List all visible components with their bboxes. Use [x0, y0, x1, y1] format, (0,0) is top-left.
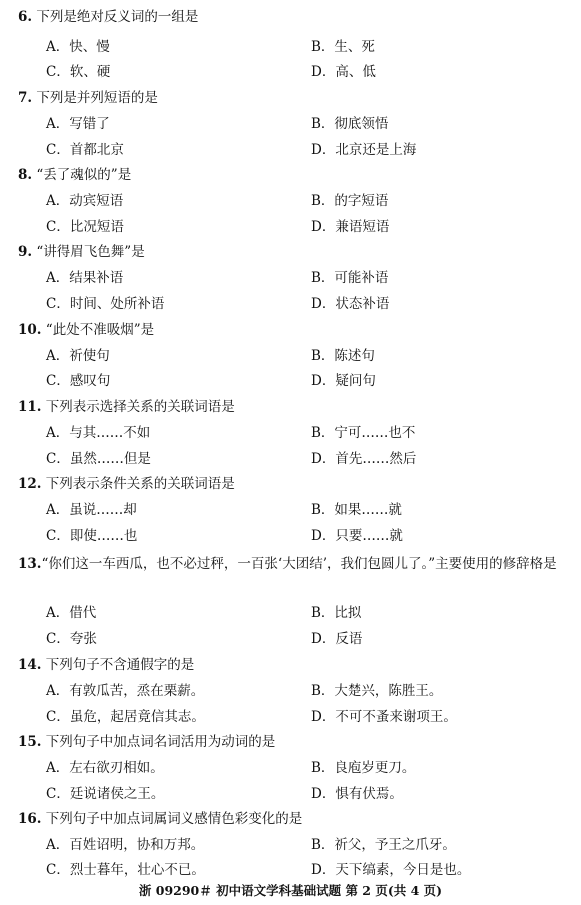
option-b: B．祈父，予王之爪牙。: [311, 837, 456, 853]
question-number: 15.: [18, 734, 42, 750]
option-c: C．虽危，起居竟信其志。: [46, 709, 205, 725]
question-number: 8.: [18, 167, 33, 183]
question-stem: “讲得眉飞色舞”是: [36, 244, 145, 260]
question-number: 14.: [18, 657, 42, 673]
question-stem: 下列句子不含通假字的是: [45, 657, 195, 673]
question-number: 6.: [18, 9, 33, 25]
option-d: D．不可不蚤来谢项王。: [311, 709, 457, 725]
option-c: C．比况短语: [46, 219, 124, 235]
option-d: D．兼语短语: [311, 219, 390, 235]
option-b: B．宁可……也不: [311, 425, 416, 441]
option-d: D．疑问句: [311, 373, 376, 389]
page-footer: 浙 09290＃ 初中语文学科基础试题 第 2 页(共 4 页): [138, 883, 443, 898]
option-a: A．动宾短语: [46, 193, 124, 209]
option-b: B．如果……就: [311, 502, 402, 518]
option-c: C．首都北京: [46, 142, 124, 158]
question-stem: 下列是并列短语的是: [36, 90, 158, 106]
option-c: C．廷说诸侯之王。: [46, 786, 165, 802]
question-stem: 下列表示选择关系的关联词语是: [45, 399, 235, 415]
option-c: C．夸张: [46, 631, 97, 647]
option-c: C．时间、处所补语: [46, 296, 165, 312]
option-a: A．借代: [46, 605, 97, 621]
question-7: [18, 89, 578, 107]
question-number: 16.: [18, 811, 42, 827]
question-stem: “此处不准吸烟”是: [45, 322, 155, 338]
question-10: [18, 321, 578, 339]
question-stem: 下列是绝对反义词的一组是: [36, 9, 199, 25]
question-number: 7.: [18, 90, 33, 106]
option-b: B．比拟: [311, 605, 362, 621]
option-d: D．状态补语: [311, 296, 390, 312]
option-a: A．有敦瓜苦，烝在栗薪。: [46, 683, 205, 699]
option-c: C．感叹句: [46, 373, 111, 389]
question-number: 13.: [18, 556, 42, 572]
option-b: B．彻底领悟: [311, 116, 389, 132]
option-b: B．生、死: [311, 39, 375, 55]
question-6: [18, 8, 578, 26]
question-12: [18, 475, 578, 493]
option-d: D．天下缟素，今日是也。: [311, 862, 471, 878]
question-number: 12.: [18, 476, 42, 492]
question-13: [18, 552, 564, 577]
option-b: B．的字短语: [311, 193, 389, 209]
question-stem: “丢了魂似的”是: [36, 167, 132, 183]
option-c: C．即使……也: [46, 528, 138, 544]
question-14: [18, 656, 578, 674]
question-11: [18, 398, 578, 416]
option-c: C．虽然……但是: [46, 451, 151, 467]
option-a: A．快、慢: [46, 39, 110, 55]
question-number: 10.: [18, 322, 42, 338]
question-9: [18, 243, 578, 261]
option-b: B．大楚兴，陈胜王。: [311, 683, 443, 699]
option-a: A．祈使句: [46, 348, 110, 364]
question-16: [18, 810, 578, 828]
question-number: 11.: [18, 399, 42, 415]
option-d: D．只要……就: [311, 528, 403, 544]
question-number: 9.: [18, 244, 33, 260]
option-b: B．可能补语: [311, 270, 389, 286]
question-stem: 下列句子中加点词名词活用为动词的是: [45, 734, 276, 750]
option-d: D．惧有伏焉。: [311, 786, 403, 802]
question-stem: “你们这一车西瓜，也不必过秤，一百张‘大团结’，我们包圆儿了。”主要使用的修辞格是: [41, 556, 557, 572]
option-a: A．虽说……却: [46, 502, 137, 518]
question-stem: 下列句子中加点词属词义感情色彩变化的是: [45, 811, 303, 827]
option-d: D．高、低: [311, 64, 376, 80]
option-d: D．首先……然后: [311, 451, 417, 467]
option-a: A．写错了: [46, 116, 110, 132]
option-d: D．反语: [311, 631, 363, 647]
option-a: A．百姓诏明，协和万邦。: [46, 837, 205, 853]
option-d: D．北京还是上海: [311, 142, 417, 158]
option-b: B．良庖岁更刀。: [311, 760, 416, 776]
option-c: C．烈士暮年，壮心不已。: [46, 862, 205, 878]
option-a: A．左右欲刃相如。: [46, 760, 164, 776]
question-15: [18, 733, 578, 751]
question-stem: 下列表示条件关系的关联词语是: [45, 476, 235, 492]
option-a: A．结果补语: [46, 270, 124, 286]
option-b: B．陈述句: [311, 348, 375, 364]
option-c: C．软、硬: [46, 64, 111, 80]
question-8: [18, 166, 578, 184]
option-a: A．与其……不如: [46, 425, 151, 441]
